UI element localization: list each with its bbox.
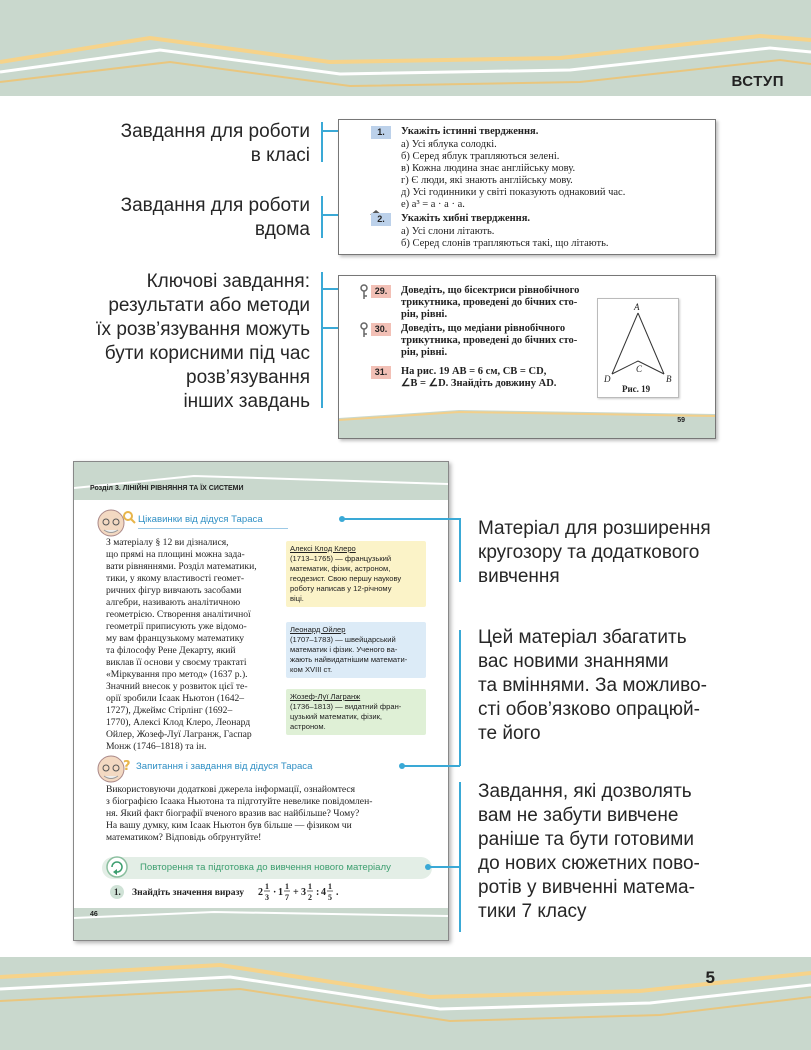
task-line: Доведіть, що медіани рівнобічного [401,323,566,334]
task-line: рін, рівні. [401,309,448,320]
section-title: ВСТУП [731,73,784,90]
header-decoration [0,0,811,96]
task-number: 31. [371,366,391,379]
note-line: віці. [290,594,304,603]
questions-line: математиком? Відповідь обґрунтуйте! [106,832,262,843]
bracket-key [321,272,323,408]
connector-dot [339,516,345,522]
questions-line: На вашу думку, ким Ісаак Ньютон був більше — фізиком чи [106,820,352,831]
question-icon [122,758,134,777]
task-number: 2. [371,213,391,226]
bracket-home [321,196,323,238]
label-enrich: Цей матеріал збагатить вас новими знаннями та вміннями. За можливо- сті обов’язково опрацюй- те його [478,627,707,744]
book-footer [74,908,448,940]
curious-line: З матеріалу § 12 ви дізналися, [106,537,229,548]
divider [138,528,288,529]
figure-box [597,298,679,398]
bracket-review [459,782,461,932]
curious-line: ричних фігур вивчають засобами [106,585,242,596]
bracket-extra [459,518,461,582]
page-number: 5 [705,968,715,987]
figure-caption: Рис. 19 [622,384,651,394]
connector-review [428,866,460,868]
curious-title: Цікавинки від дідуся Тараса [138,514,263,525]
note-title: Алексі Клод Клеро [290,544,356,553]
curious-line: «Міркування про метод» (1637 р.). [106,669,248,680]
task-line: трикутника, проведені до бічних сто- [401,335,578,346]
task-panel-1 [338,119,716,255]
task-title: Укажіть істинні твердження. [401,126,539,137]
connector-questions [402,765,460,767]
label-d: D [604,374,611,384]
book-page-number: 46 [90,911,98,918]
magnifier-icon [122,510,136,529]
footer-band [0,957,811,1050]
footer-decoration [0,957,811,1050]
note-line: астроном. [290,722,326,731]
svg-text:?: ? [123,759,131,772]
svg-text:4: 4 [321,887,326,898]
book-header [74,462,448,500]
task-title: Укажіть хибні твердження. [401,213,531,224]
key-icon [359,284,369,305]
bracket-enrich [459,630,461,766]
task-line: ∠B = ∠D. Знайдіть довжину AD. [401,378,557,389]
note-line: цузький математик, фізик, [290,712,383,721]
task-item: а) Усі яблука солодкі. [401,139,497,150]
bracket-class [321,122,323,162]
label-c: C [636,364,643,374]
header-band [0,0,811,96]
connector-curious [342,518,460,520]
note-line: жають найвидатнішим математи- [290,655,408,664]
svg-text:5: 5 [328,893,332,902]
note-line: ком XVIII ст. [290,665,333,674]
curious-line: 1727), Джеймс Стірлінг (1692– [106,705,233,716]
curious-line: алгебри, називають аналітичною [106,597,241,608]
questions-line: Використовуючи додаткові джерела інформації, ознайомтеся [106,784,356,795]
curious-line: Значний внесок у розвиток цієї те- [106,681,248,692]
task-item: д) Усі годинники у світі показують однаковий час. [401,187,626,198]
curious-line: що прямі на площині можна зада- [106,549,245,560]
task-panel-2 [338,275,716,439]
task-item: г) Є люди, які знають англійську мову. [401,175,573,186]
curious-line: геометрією. Створення аналітичної [106,609,251,620]
key-icon [359,322,369,343]
label-home-tasks: Завдання для роботи вдома [120,195,310,240]
curious-line: тики, у якому властивості геомет- [106,573,245,584]
review-title: Повторення та підготовка до вивчення нового матеріалу [140,862,391,873]
chapter-title: Розділ 3. ЛІНІЙНІ РІВНЯННЯ ТА ЇХ СИСТЕМИ [90,485,244,492]
task-item: б) Серед яблук трапляються зелені. [401,151,560,162]
curious-line: та філософу Рене Декарту, який [106,645,236,656]
connector-dot [399,763,405,769]
questions-title: Запитання і завдання від дідуся Тараса [136,761,313,772]
note-clairaut [286,541,426,607]
task-number: 29. [371,285,391,298]
curious-line: Ойлер, Жозеф-Луї Лагранж, Гаспар [106,729,252,740]
svg-text:1: 1 [308,882,312,891]
note-lagrange [286,689,426,735]
questions-line: ня. Який факт біографії вченого вразив вас найбільше? Чому? [106,808,360,819]
textbook-page [73,461,449,941]
task-item: б) Серед слонів трапляються такі, що літають. [401,238,609,249]
label-extra-material: Матеріал для розширення кругозору та додаткового вивчення [478,518,711,587]
label-class-tasks: Завдання для роботи в класі [120,121,310,166]
svg-text::: : [316,887,320,898]
note-line: (1736–1813) — видатний фран- [290,702,402,711]
connector-dot [425,864,431,870]
label-b: B [666,374,672,384]
note-line: роботу написав у 12-річному [290,584,392,593]
task-line: трикутника, проведені до бічних сто- [401,297,578,308]
curious-line: му вам французькому математику [106,633,245,644]
svg-text:3: 3 [301,887,306,898]
task-line: На рис. 19 AB = 6 см, CB = CD, [401,366,547,377]
note-title: Леонард Ойлер [290,625,346,634]
note-title: Жозеф-Луї Лагранж [290,692,361,701]
curious-line: Монж (1746–1818) та ін. [106,741,207,752]
svg-text:2: 2 [308,893,312,902]
svg-text:3: 3 [265,893,269,902]
label-review: Завдання, які дозволять вам не забути вивчене раніше та бути готовими до нових сюжетних пово- ротів у вивченні матема- тики 7 класу [478,781,700,922]
refresh-icon [104,854,130,885]
math-expression [258,880,348,906]
panel-page-number: 59 [677,417,685,424]
label-key-tasks: Ключові завдання: результати або методи їх розв’язування можуть бути корисними під час розв’язування інших завдань [96,271,310,412]
svg-text:2: 2 [258,887,263,898]
svg-text:1: 1 [278,887,283,898]
note-euler [286,622,426,678]
svg-text:1: 1 [285,882,289,891]
review-number: 1. [114,887,121,897]
task-number: 30. [371,323,391,336]
curious-line: виклав її основи у своєму трактаті [106,657,247,668]
svg-text:1: 1 [328,882,332,891]
svg-text:7: 7 [285,893,289,902]
review-task-text: Знайдіть значення виразу [132,887,245,898]
svg-text:1: 1 [265,882,269,891]
task-line: рін, рівні. [401,347,448,358]
note-line: (1713–1765) — французький [290,554,392,563]
curious-line: орії зробили Ісаак Ньютон (1642– [106,693,245,704]
label-a: A [634,302,640,312]
curious-line: 1770), Алексі Клод Клеро, Леонард [106,717,251,728]
svg-text:.: . [336,887,339,898]
task-number: 1. [371,126,391,139]
questions-line: з біографією Ісаака Ньютона та підготуйте невелике повідомлен- [106,796,373,807]
task-item: в) Кожна людина знає англійську мову. [401,163,576,174]
task-line: Доведіть, що бісектриси рівнобічного [401,285,580,296]
task-item: а) Усі слони літають. [401,226,495,237]
svg-text:+: + [293,887,299,898]
curious-line: вати рівняннями. Розділ математики, [106,561,257,572]
note-line: (1707–1783) — швейцарський [290,635,396,644]
panel-footer-decoration [339,404,715,438]
note-line: математик і фізик. Ученого ва- [290,645,398,654]
svg-text:·: · [273,887,277,898]
curious-line: геометрії приписують уже відомо- [106,621,247,632]
note-line: математик, фізик, астроном, [290,564,391,573]
note-line: геодезист. Свою першу наукову [290,574,402,583]
task-item: е) a³ = a · a · a. [401,199,465,210]
